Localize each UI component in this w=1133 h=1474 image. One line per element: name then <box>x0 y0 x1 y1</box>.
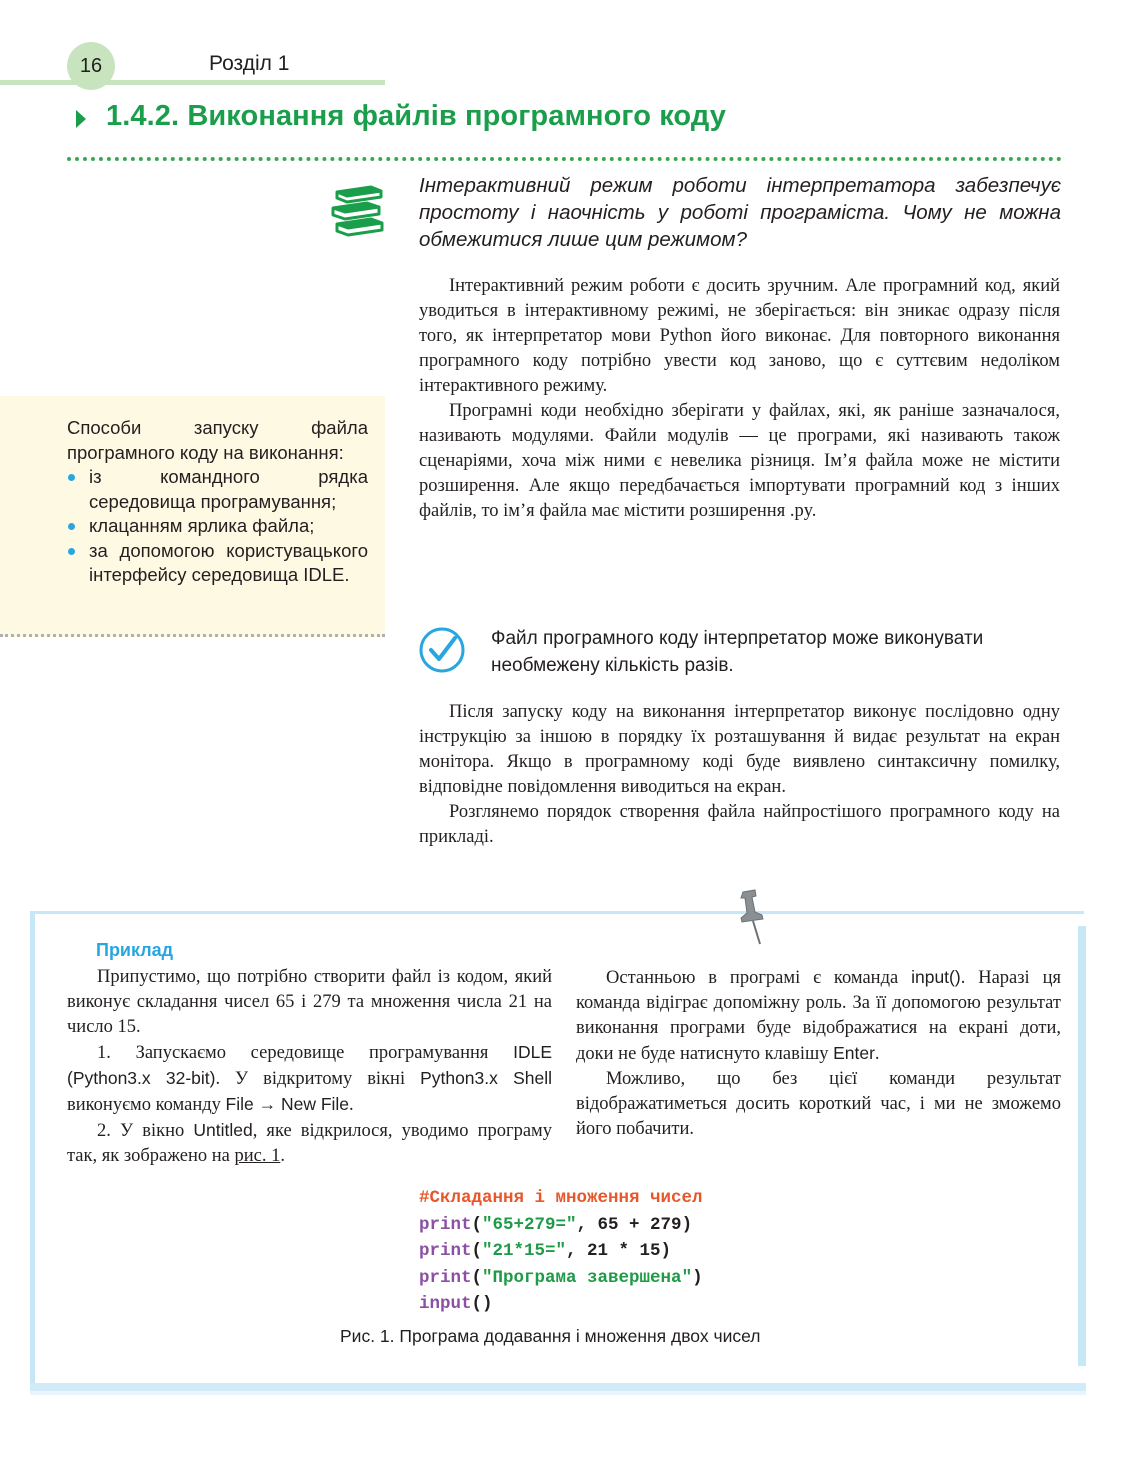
text-run: IDLE (Python3.x 32-bit) <box>67 1042 552 1088</box>
paragraph <box>67 1040 552 1118</box>
code-line <box>419 1238 703 1265</box>
checkmark-icon <box>418 626 466 674</box>
code-text: , 21 * 15) <box>566 1241 672 1261</box>
example-box-border-right <box>1078 926 1086 1366</box>
code-text: ( <box>471 1267 483 1288</box>
example-box-border-top <box>31 911 1084 914</box>
code-line <box>419 1265 703 1292</box>
page-number-text: 16 <box>79 54 103 77</box>
text-run: File → New File <box>225 1094 350 1114</box>
figure-reference-link[interactable]: рис. 1 <box>234 1146 281 1166</box>
code-comment: #Складання і множення чисел <box>419 1188 703 1208</box>
text-run: . <box>874 1044 880 1064</box>
code-text: () <box>471 1294 493 1314</box>
text-run: . <box>280 1146 285 1166</box>
paragraph: Інтерактивний режим роботи є досить зручним. Але програмний код, який уводиться в інтерактивному режимі, не зберігається: він зникає одразу після того, як інтерпретатор мови Python його виконає. Для повторного виконання програмного коду потрібно увести код заново, що є суттєвим недоліком інтерактивного режиму. <box>419 276 1060 396</box>
code-text: , 65 + 279) <box>576 1214 693 1235</box>
code-line <box>419 1212 703 1239</box>
body-section-1 <box>419 274 1060 524</box>
text-run: Enter <box>833 1043 875 1063</box>
list-item: за допомогою користувацького інтерфейсу середовища IDLE. <box>67 539 368 588</box>
side-note <box>67 416 368 588</box>
code-keyword: print <box>419 1241 472 1261</box>
paragraph: Можливо, що без цієї команди результат відображатиметься досить короткий час, і ми не зможемо його побачити. <box>576 1069 1061 1139</box>
text-run: виконуємо команду <box>67 1095 226 1115</box>
example-box-border-left <box>30 911 35 1387</box>
body-section-2 <box>419 700 1060 850</box>
question-text: Інтерактивний режим роботи інтерпретатора забезпечує простоту і наочність у роботі програміста. Чому не можна обмежитися лише цим режимом? <box>419 174 1061 251</box>
text-run: Python3.x Shell <box>420 1068 553 1088</box>
code-text: ( <box>471 1241 483 1261</box>
text-run: input() <box>911 967 961 987</box>
code-text: ( <box>471 1214 483 1235</box>
example-box-border-bottom-shade <box>30 1391 1086 1395</box>
paragraph: Розглянемо порядок створення файла найпростішого програмного коду на прикладі. <box>419 802 1060 847</box>
code-keyword: print <box>419 1267 472 1288</box>
check-note-text: Файл програмного коду інтерпретатор може виконувати необмежену кількість разів. <box>491 628 984 676</box>
text-run: . Наразі ця команда відіграє допоміжну роль. За її допомогою результат виконання програми буде відображатися на екрані доти, доки не буде натиснуто клавішу <box>576 968 1061 1064</box>
example-right-column <box>576 965 1061 1142</box>
title-divider <box>67 157 1062 161</box>
figure-caption: Рис. 1. Програма додавання і множення двох чисел <box>340 1326 761 1346</box>
title-arrow-icon <box>76 110 86 128</box>
books-icon <box>331 184 385 240</box>
paragraph <box>576 965 1061 1067</box>
example-label: Приклад <box>96 940 174 960</box>
text-run: Останньою в програмі є команда <box>606 968 912 988</box>
code-keyword: input <box>419 1294 472 1314</box>
code-listing <box>419 1185 703 1318</box>
paragraph: Після запуску коду на виконання інтерпретатор виконує послідовно одну інструкцію за іншою в порядку їх розташування й видає результат на екран монітора. Якщо в програмному коді буде виявлено синтаксичну помилку, відповідне повідомлення виводиться на екран. <box>419 702 1060 797</box>
side-note-list <box>67 465 368 588</box>
text-run: , яке відкрилося, уводимо програму так, як зображено на <box>67 1121 552 1166</box>
text-run: 1. Запускаємо середовище програмування <box>97 1043 514 1063</box>
list-item: із командного рядка середовища програмування; <box>67 465 368 514</box>
code-string: "21*15=" <box>482 1241 567 1261</box>
code-keyword: print <box>419 1214 472 1235</box>
code-string: "65+279=" <box>482 1214 577 1235</box>
paragraph: Припустимо, що потрібно створити файл із кодом, який виконує складання чисел 65 і 279 та множення числа 21 на число 15. <box>67 967 552 1037</box>
header-rule <box>0 80 385 85</box>
side-note-intro: Способи запуску файла програмного коду на виконання: <box>67 417 368 463</box>
code-string: "Програма завершена" <box>482 1267 693 1288</box>
text-run: . <box>349 1095 354 1115</box>
pushpin-icon <box>733 888 773 948</box>
paragraph <box>67 1118 552 1169</box>
code-line <box>419 1185 703 1212</box>
side-note-divider <box>0 634 385 637</box>
paragraph: Програмні коди необхідно зберігати у файлах, які, як раніше зазначалося, називають модулями. Файли модулів — це програми, які називають також сценаріями, хоча між ними є невелика різниця. Ім’я файла може не містити розширення. Але якщо передбачається імпортувати програмний код з інших файлів, то ім’я файла має містити розширення .py. <box>419 401 1060 521</box>
text-run: Untitled <box>193 1120 253 1140</box>
example-left-column <box>67 965 552 1169</box>
text-run: 2. У вікно <box>97 1121 194 1141</box>
page-title: 1.4.2. Виконання файлів програмного коду <box>106 100 726 132</box>
section-name: Розділ 1 <box>209 52 290 75</box>
code-text: ) <box>692 1267 703 1288</box>
code-line <box>419 1291 703 1318</box>
text-run: . У відкритому вікні <box>215 1069 421 1089</box>
list-item: клацанням ярлика файла; <box>67 514 368 539</box>
example-box-border-bottom <box>30 1383 1086 1391</box>
page-number <box>67 42 115 90</box>
